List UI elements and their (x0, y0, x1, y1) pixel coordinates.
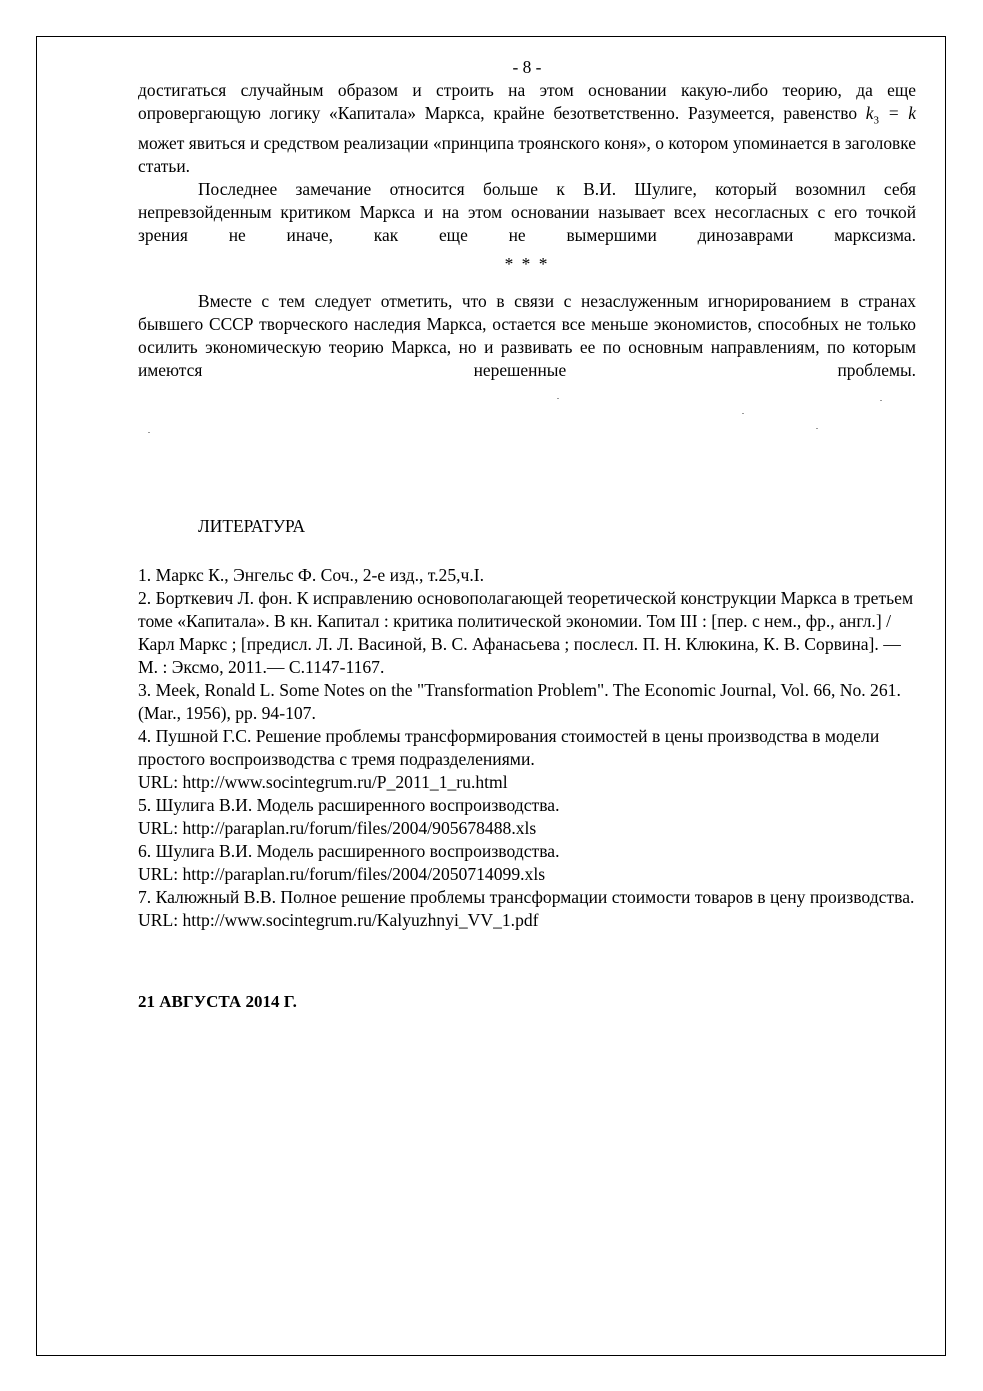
references-list (138, 564, 916, 932)
paragraph-2: Последнее замечание относится больше к В.И. Шулиге, который возомнил себя непревзойденным критиком Маркса и на этом основании называет всех несогласных с его точкой зрения не иначе, как еще не вымершими динозаврами марксизма. (138, 179, 916, 246)
reference-url: URL: http://www.socintegrum.ru/P_2011_1_ru.html (138, 772, 508, 793)
reference-item: 4. Пушной Г.С. Решение проблемы трансформирования стоимостей в цены производства в модели простого воспроизводства с тремя подразделениями. (138, 726, 880, 770)
paragraph-1-text-a: достигаться случайным образом и строить на этом основании какую-либо теорию, да еще опровергающую логику «Капитала» Маркса, крайне безответственно. Разумеется, равенство (138, 80, 916, 123)
reference-item: 7. Калюжный В.В. Полное решение проблемы трансформации стоимости товаров в цену производства. URL: http://www.socintegrum.ru/Kalyuzhnyi_VV_1.pdf (138, 887, 915, 931)
reference-item: 3. Meek, Ronald L. Some Notes on the "Transformation Problem". The Economic Journal, Vol. 66, No. 261. (Mar., 1956), pp. 94-107. (138, 680, 901, 724)
reference-item: 5. Шулига В.И. Модель расширенного воспроизводства. (138, 795, 560, 816)
scan-speck (557, 398, 559, 399)
scan-speck (816, 428, 818, 429)
section-separator: * * * (504, 254, 550, 275)
scan-speck (880, 400, 882, 401)
reference-item: 6. Шулига В.И. Модель расширенного воспроизводства. (138, 841, 560, 862)
document-date: 21 АВГУСТА 2014 Г. (138, 992, 297, 1012)
reference-item: 2. Борткевич Л. фон. К исправлению основополагающей теоретической конструкции Маркса в третьем томе «Капитала». В кн. Капитал : критика политической экономии. Том III : [пер. с нем., фр., англ.] / Карл Маркс ; [предисл. Л. Л. Васиной, В. С. Афанасьева ; послесл. П. Н. Клюкина, К. В. Сорвина]. — М. : Эксмо, 2011.— С.1147-1167. (138, 588, 914, 678)
reference-url: URL: http://paraplan.ru/forum/files/2004/905678488.xls (138, 818, 537, 839)
paragraph-1 (138, 79, 916, 178)
reference-url: URL: http://paraplan.ru/forum/files/2004/2050714099.xls (138, 864, 546, 885)
paragraph-1-text-b: может явиться и средством реализации «принципа троянского коня», о котором упоминается в заголовке статьи. (138, 133, 916, 177)
reference-item: 1. Маркс К., Энгельс Ф. Соч., 2-е изд., т.25,ч.I. (138, 565, 485, 586)
references-heading: ЛИТЕРАТУРА (198, 516, 306, 537)
page-content (138, 56, 916, 1013)
scan-speck (148, 432, 150, 433)
formula-k3-equals-k: $k_3 = k$ (865, 103, 916, 127)
page-number: - 8 - (512, 57, 542, 77)
scan-speck (742, 413, 744, 414)
paragraph-3: Вместе с тем следует отметить, что в связи с незаслуженным игнорированием в странах бывшего СССР творческого наследия Маркса, остается все меньше экономистов, способных не только осилить экономическую теорию Маркса, но и развивать ее по основным направлениям, по которым имеются нерешенные проблемы. (138, 291, 916, 381)
